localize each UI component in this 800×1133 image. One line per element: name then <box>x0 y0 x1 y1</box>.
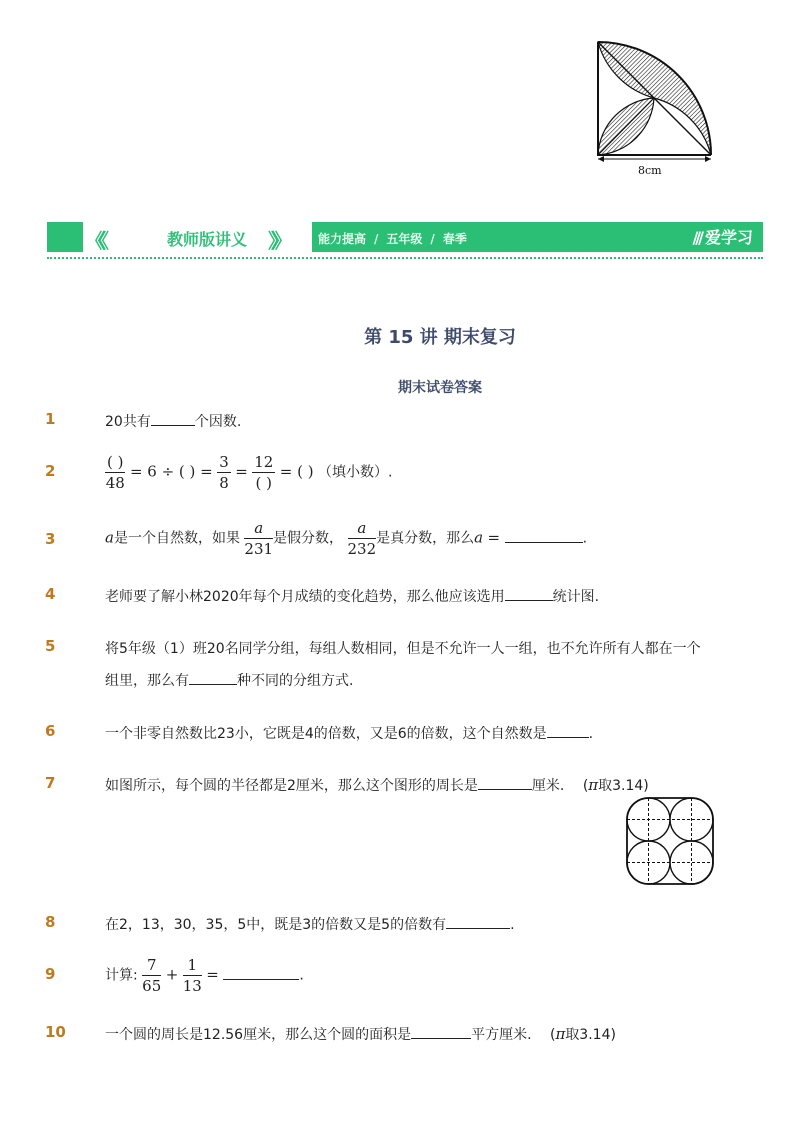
question-1 <box>105 411 241 431</box>
math-expression: = <box>487 528 501 547</box>
answer-blank[interactable] <box>189 670 237 685</box>
note-text: 取3.14) <box>598 778 649 794</box>
chevron-left-icon: 《《 <box>85 229 103 252</box>
fraction: $\frac{12}{( )}$ <box>254 453 274 492</box>
four-circles-figure <box>624 795 716 887</box>
question-number: 2 <box>45 462 56 480</box>
question-text: 一个圆的周长是12.56厘米，那么这个圆的面积是 <box>105 1027 412 1043</box>
question-10 <box>105 1024 616 1044</box>
question-text: 个因数. <box>194 414 242 430</box>
math-expression: = <box>206 965 219 984</box>
answer-blank[interactable] <box>446 914 510 929</box>
question-number: 8 <box>45 913 56 931</box>
question-number: 5 <box>45 637 56 655</box>
question-text: 老师要了解小林2020年每个月成绩的变化趋势，那么他应该选用 <box>105 589 505 605</box>
brand-logo <box>692 225 753 248</box>
figure-dimension-label: 8cm <box>638 164 662 177</box>
question-number: 10 <box>45 1023 66 1041</box>
header-banner <box>47 222 763 252</box>
fraction: $\frac{3}{8}$ <box>219 453 229 492</box>
banner-title: 教师版讲义 <box>167 230 248 249</box>
question-text: 计算: <box>105 967 138 984</box>
answer-blank[interactable] <box>547 723 589 738</box>
tag-season: 春季 <box>442 232 467 246</box>
question-number: 1 <box>45 410 56 428</box>
answer-blank[interactable] <box>505 586 553 601</box>
question-text: 组里，那么有 <box>105 673 189 689</box>
question-number: 9 <box>45 965 56 983</box>
answer-blank[interactable] <box>478 775 532 790</box>
question-text: . <box>582 530 588 547</box>
note-text: ( <box>582 778 589 794</box>
chevron-right-icon: 》》 <box>268 229 286 252</box>
question-6 <box>105 723 593 743</box>
answer-blank[interactable] <box>411 1024 471 1039</box>
question-text: 是真分数，那么 <box>376 530 475 547</box>
tag-separator: / <box>374 232 379 246</box>
question-5-line-2 <box>105 670 353 690</box>
question-5-line-1: 将5年级（1）班20名同学分组，每组人数相同，但是不允许一人一组，也不允许所有人都在一个 <box>105 641 701 657</box>
answer-blank[interactable] <box>223 965 299 980</box>
brand-mark-icon: /// <box>692 228 701 247</box>
question-number: 6 <box>45 722 56 740</box>
question-text: 在2，13，30，35，5中，既是3的倍数又是5的倍数有 <box>105 917 447 933</box>
variable: a <box>474 528 484 547</box>
fraction: $\frac{a}{231}$ <box>244 519 274 558</box>
question-text: . <box>299 967 304 984</box>
note-text: 取3.14) <box>565 1027 616 1043</box>
question-text: 是假分数， <box>273 530 344 547</box>
question-text: 平方厘米. <box>471 1027 532 1043</box>
fraction: $\frac{a}{232}$ <box>347 519 377 558</box>
math-expression: = <box>235 462 248 481</box>
brand-name: 爱学习 <box>704 228 753 247</box>
question-8 <box>105 914 515 934</box>
math-expression: = ( ) <box>279 462 314 481</box>
fraction: $\frac{1}{13}$ <box>182 956 202 995</box>
lecture-title: 第 15 讲 期末复习 <box>364 327 516 348</box>
question-text: 是一个自然数，如果 <box>113 530 240 547</box>
question-7 <box>105 775 649 795</box>
tag-level: 能力提高 <box>318 232 367 246</box>
tag-grade: 五年级 <box>386 232 423 246</box>
variable: a <box>105 528 114 547</box>
question-text: 种不同的分组方式. <box>237 673 354 689</box>
question-text: 20共有 <box>105 414 151 430</box>
tag-separator: / <box>430 232 435 246</box>
pi-symbol: π <box>555 1025 566 1043</box>
question-text: 一个非零自然数比23小，它既是4的倍数，又是6的倍数，这个自然数是 <box>105 726 547 742</box>
question-number: 3 <box>45 530 56 548</box>
question-text: 如图所示，每个圆的半径都是2厘米，那么这个图形的周长是 <box>105 778 478 794</box>
math-expression: + <box>165 965 179 984</box>
question-text: 统计图. <box>552 589 600 605</box>
pi-symbol: π <box>588 776 599 794</box>
question-4 <box>105 586 599 606</box>
question-text: 厘米. <box>531 778 565 794</box>
banner-tags <box>318 230 467 247</box>
section-title: 期末试卷答案 <box>398 380 482 396</box>
question-text: . <box>510 917 515 933</box>
dotted-divider <box>47 257 763 259</box>
question-text: （填小数）. <box>318 464 393 481</box>
math-expression: = 6 ÷ ( ) = <box>129 462 213 481</box>
question-text: . <box>588 726 594 742</box>
quarter-circle-figure <box>590 34 720 184</box>
question-number: 4 <box>45 585 56 603</box>
fraction: $\frac{( )}{48}$ <box>105 453 125 492</box>
answer-blank[interactable] <box>151 411 195 426</box>
question-2 <box>105 452 392 493</box>
banner-left-cap <box>47 222 83 252</box>
note-text: ( <box>549 1027 556 1043</box>
question-number: 7 <box>45 774 56 792</box>
question-3 <box>105 518 587 559</box>
fraction: $\frac{7}{65}$ <box>142 956 162 995</box>
answer-blank[interactable] <box>505 528 583 543</box>
question-9 <box>105 955 304 996</box>
